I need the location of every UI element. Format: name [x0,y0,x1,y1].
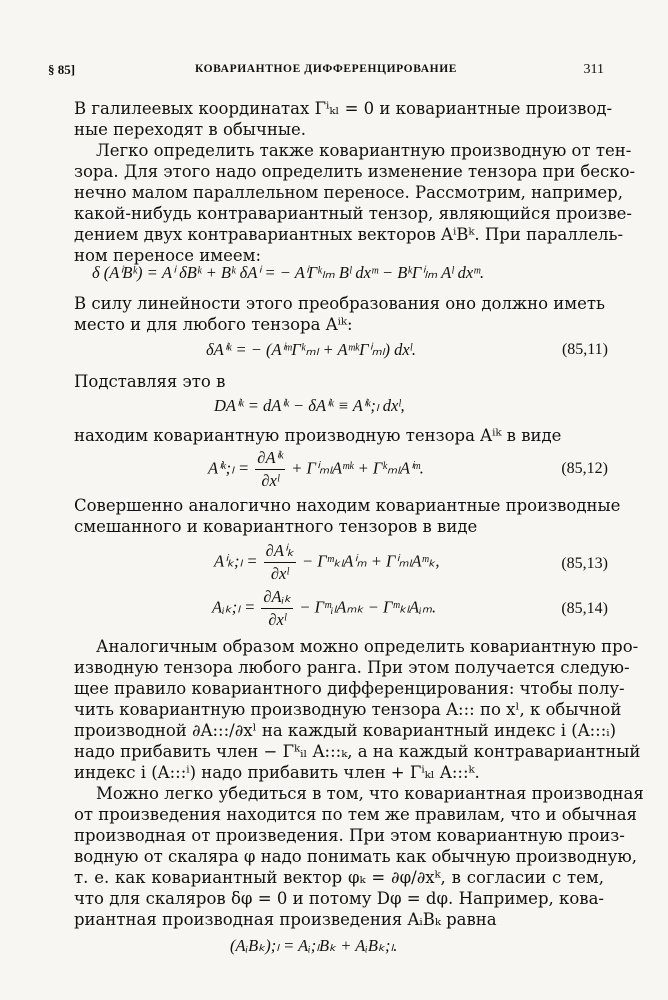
text-line: Подставляя это в [74,372,226,391]
text-line: щее правило ковариантного дифференцирования: чтобы полу- [74,679,625,698]
page-title: КОВАРИАНТНОЕ ДИФФЕРЕНЦИРОВАНИЕ [194,63,458,75]
text-line: зора. Для этого надо определить изменение тензора при беско- [74,162,636,181]
text-line: от произведения находится по тем же правилам, что и обычная [74,805,637,824]
equation-covariant-differential: DAⁱᵏ = dAⁱᵏ − δAⁱᵏ ≡ Aⁱᵏ;ₗ dxˡ, [214,396,405,415]
equation-85-14 [212,587,436,630]
fraction-denominator: ∂xˡ [261,471,280,490]
running-header [48,62,604,82]
text-line: изводную тензора любого ранга. При этом получается следую- [74,658,630,677]
text-line: смешанного и ковариантного тензоров в виде [74,517,478,536]
equation-product-rule: (AᵢBₖ);ₗ = Aᵢ;ₗBₖ + AᵢBₖ;ₗ. [230,936,398,955]
text-line: В силу линейности этого преобразования оно должно иметь [74,294,605,313]
section-number: § 85] [48,62,76,77]
equation-lhs: Aⁱᵏ;ₗ = [208,458,250,478]
text-line: нечно малом параллельном переносе. Рассмотрим, например, [74,183,623,202]
text-line: Аналогичным образом можно определить ковариантную про- [96,637,639,656]
equation-lhs: Aᵢₖ;ₗ = [212,597,256,617]
text-line: ные переходят в обычные. [74,120,306,139]
equation-85-12 [208,448,424,491]
text-line: что для скаляров δφ = 0 и потому Dφ = dφ. Например, кова- [74,889,604,908]
text-line: производной ∂A:::/∂xˡ на каждый ковариантный индекс i (A:::ᵢ) [74,721,617,740]
fraction [264,541,296,584]
equation-number: (85,12) [561,460,608,477]
text-line: т. е. как ковариантный вектор φₖ = ∂φ/∂xᵏ, в согласии с тем, [74,868,604,887]
text-line: дением двух контравариантных векторов AⁱBᵏ. При параллель- [74,225,624,244]
equation-number: (85,13) [561,555,608,572]
text-line: риантная производная произведения AᵢBₖ равна [74,910,497,929]
fraction-denominator: ∂xˡ [268,610,287,629]
text-line: Можно легко убедиться в том, что ковариантная производная [96,784,644,803]
fraction-numerator: ∂Aⁱₖ [264,541,296,563]
equation-85-11: δAⁱᵏ = − (AⁱᵐΓᵏₘₗ + AᵐᵏΓⁱₘₗ) dxˡ. [206,340,417,359]
text-line: индекс i (A:::ⁱ) надо прибавить член + Γⁱₖₗ A:::ᵏ. [74,763,480,782]
fraction-denominator: ∂xˡ [270,564,289,583]
text-line: Легко определить также ковариантную производную от тен- [96,141,632,160]
equation-rhs: − ΓᵐᵢₗAₘₖ − ΓᵐₖₗAᵢₘ. [299,597,437,617]
text-line: место и для любого тензора Aⁱᵏ: [74,315,353,334]
fraction-numerator: ∂Aⁱᵏ [255,448,285,470]
fraction [261,587,293,630]
page-number: 311 [583,62,604,77]
equation-parallel-transport: δ (AⁱBᵏ) = Aⁱ δBᵏ + Bᵏ δAⁱ = − AⁱΓᵏₗₘ Bˡ dxᵐ − BᵏΓⁱₗₘ Aˡ dxᵐ. [92,263,485,282]
equation-number: (85,14) [561,600,608,617]
text-line: производная от произведения. При этом ковариантную произ- [74,826,625,845]
equation-number: (85,11) [561,341,608,358]
fraction [255,448,285,491]
equation-lhs: Aⁱₖ;ₗ = [214,551,258,571]
equation-85-13 [214,541,439,584]
text-line: какой-нибудь контравариантный тензор, являющийся произве- [74,204,632,223]
equation-rhs: − ΓᵐₖₗAⁱₘ + ΓⁱₘₗAᵐₖ, [302,551,440,571]
fraction-numerator: ∂Aᵢₖ [261,587,293,609]
text-line: ном переносе имеем: [74,246,262,265]
text-line: надо прибавить член − Γᵏᵢₗ A:::ₖ, а на каждый контравариантный [74,742,641,761]
text-line: В галилеевых координатах Γⁱₖₗ = 0 и ковариантные производ- [74,99,613,118]
text-line: находим ковариантную производную тензора Aⁱᵏ в виде [74,426,562,445]
text-line: чить ковариантную производную тензора A::: по xˡ, к обычной [74,700,622,719]
text-line: водную от скаляра φ надо понимать как обычную производную, [74,847,637,866]
text-line: Совершенно аналогично находим ковариантные производные [74,496,621,515]
equation-rhs: + ΓⁱₘₗAᵐᵏ + ΓᵏₘₗAⁱᵐ. [291,458,424,478]
